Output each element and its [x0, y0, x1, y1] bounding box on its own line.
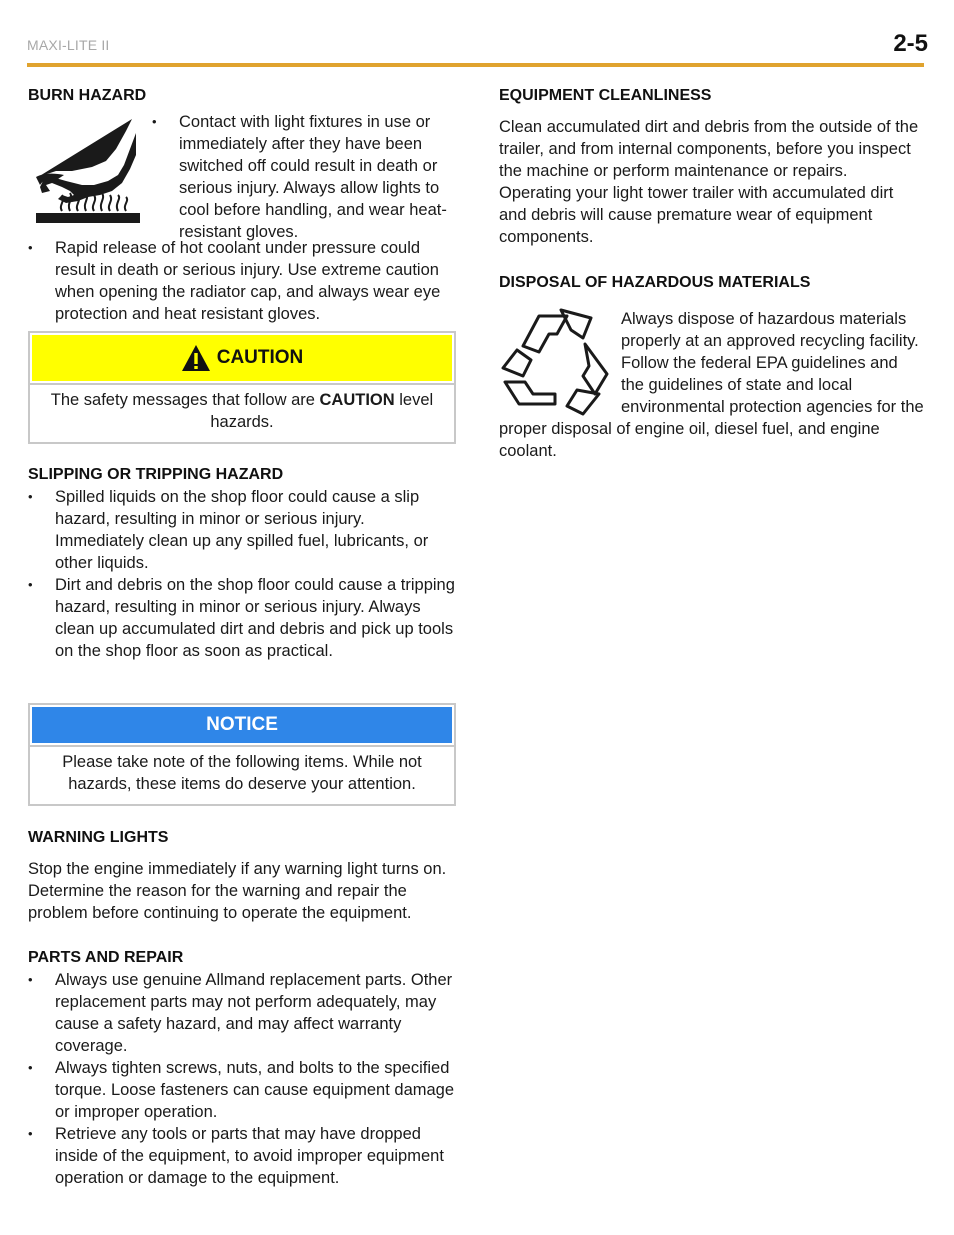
burn-hazard-list-continued [28, 237, 456, 325]
warning-lights-section [28, 827, 456, 924]
caution-body [30, 383, 454, 442]
page-number: 2-5 [893, 30, 928, 57]
equipment-cleanliness-text: Clean accumulated dirt and debris from the outside of the trailer, and from internal components, before you inspect the machine or perform maintenance or repairs. Operating your light tower trailer with accumulated dirt and debris will cause premature wear of equipment components. [499, 118, 919, 246]
notice-box [28, 703, 456, 806]
equipment-cleanliness-heading: EQUIPMENT CLEANLINESS [499, 87, 712, 104]
caution-title: CAUTION [216, 347, 304, 368]
list-item: • Retrieve any tools or parts that may have dropped inside of the equipment, to avoid improper equipment operation or damage to the equipment. [28, 1123, 456, 1189]
warning-lights-heading: WARNING LIGHTS [28, 829, 169, 846]
parts-repair-heading: PARTS AND REPAIR [28, 949, 184, 966]
list-item: • Always use genuine Allmand replacement parts. Other replacement parts may not perform adequately, may cause a safety hazard, and may affect warranty coverage. [28, 969, 456, 1057]
warning-lights-text: Stop the engine immediately if any warning light turns on. Determine the reason for the warning and repair the problem before continuing to operate the equipment. [28, 860, 447, 922]
parts-repair-list [28, 969, 456, 1189]
document-title: MAXI-LITE II [27, 37, 110, 53]
right-column [499, 85, 924, 462]
caution-text: The safety messages that follow are [50, 391, 320, 409]
list-item: • Contact with light fixtures in use or immediately after they have been switched off could result in death or serious injury. Always allow lights to cool before handling, and wear heat-resistant gloves. [152, 111, 456, 243]
caution-header [32, 335, 452, 381]
disposal-section [499, 272, 924, 462]
slipping-hazard-heading: SLIPPING OR TRIPPING HAZARD [28, 466, 284, 483]
list-item: • Rapid release of hot coolant under pressure could result in death or serious injury. Use extreme caution when opening the radiator cap, and always wear eye protection and heat resistant gloves. [28, 237, 456, 325]
caution-emphasis: CAUTION [319, 391, 395, 409]
list-item: • Always tighten screws, nuts, and bolts to the specified torque. Loose fasteners can cause equipment damage or improper operation. [28, 1057, 456, 1123]
burn-hazard-list [152, 111, 456, 243]
recycle-icon [499, 308, 611, 416]
caution-text-end: level hazards. [210, 391, 434, 431]
burn-hazard-heading: BURN HAZARD [28, 87, 147, 104]
warning-triangle-icon [181, 344, 211, 372]
slipping-hazard-section [28, 464, 456, 662]
notice-title: NOTICE [206, 714, 278, 735]
burn-hazard-hand-icon [36, 115, 140, 223]
header-divider [27, 63, 924, 67]
slipping-hazard-list [28, 486, 456, 662]
list-item: • Spilled liquids on the shop floor could cause a slip hazard, resulting in minor or serious injury. Immediately clean up any spilled fuel, lubricants, or other liquids. [28, 486, 456, 574]
burn-hazard-section [28, 85, 456, 325]
disposal-heading: DISPOSAL OF HAZARDOUS MATERIALS [499, 274, 811, 291]
notice-body: Please take note of the following items. While not hazards, these items do deserve your attention. [30, 745, 454, 804]
caution-box [28, 331, 456, 444]
parts-repair-section [28, 947, 456, 1189]
left-column [28, 85, 456, 1189]
equipment-cleanliness-section [499, 85, 924, 248]
disposal-text: Always dispose of hazardous materials properly at an approved recycling facility. Follow the federal EPA guidelines and the guidelines of state and local environmental protection agencies for the proper disposal of engine oil, diesel fuel, and engine coolant. [499, 310, 924, 460]
list-item: • Dirt and debris on the shop floor could cause a tripping hazard, resulting in minor or serious injury. Always clean up accumulated dirt and debris and pick up tools on the shop floor as soon as practical. [28, 574, 456, 662]
notice-header [32, 707, 452, 743]
